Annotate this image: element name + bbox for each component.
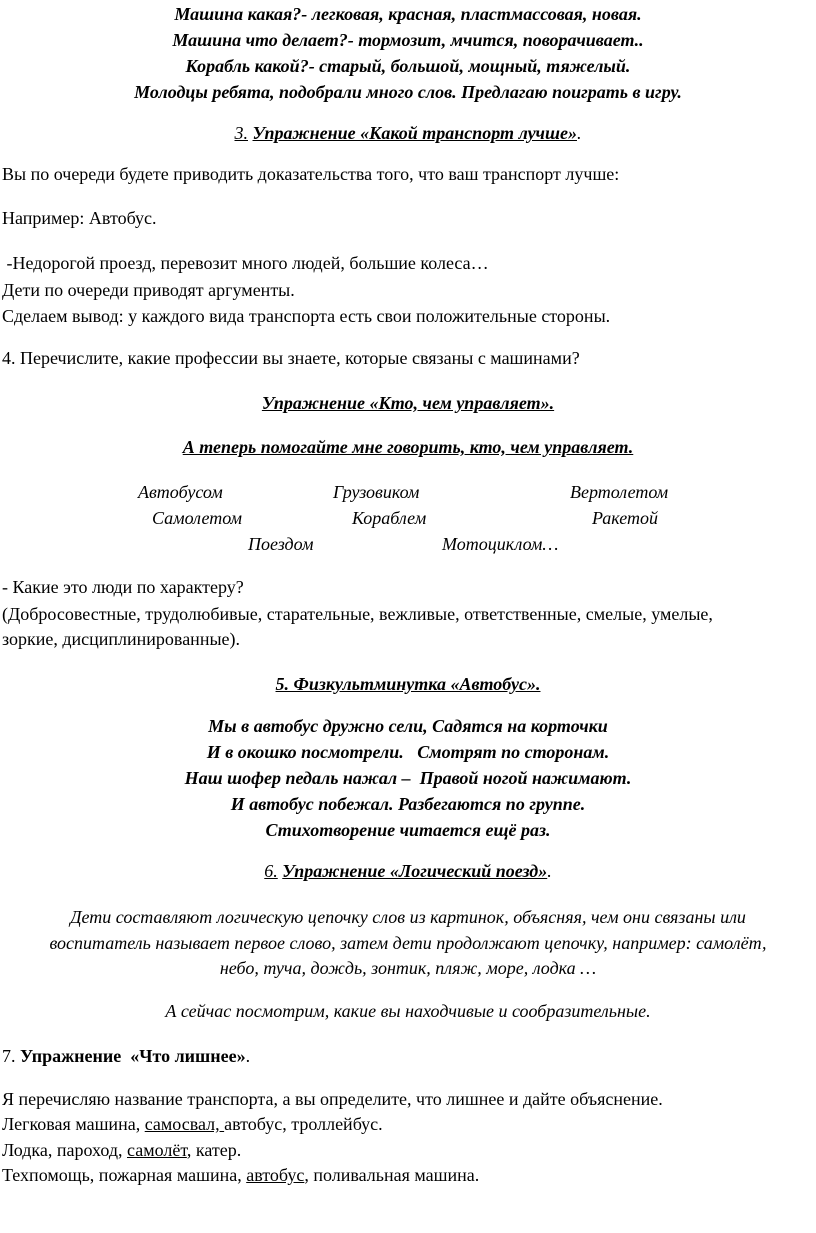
exercise-3-dot: .	[576, 123, 582, 143]
intro-line-1: Машина какая?- легковая, красная, пластмассовая, новая.	[174, 4, 642, 24]
row-2-odd-word: самолёт	[127, 1140, 187, 1160]
exercise-6-dot: .	[547, 861, 552, 881]
exercise-who-subtitle: А теперь помогайте мне говорить, кто, чем управляет.	[182, 437, 634, 457]
intro-line-4: Молодцы ребята, подобрали много слов. Предлагаю поиграть в игру.	[134, 82, 682, 102]
row-3-end: , поливальная машина.	[304, 1165, 480, 1185]
exercise-6-title: Упражнение «Логический поезд»	[282, 861, 548, 881]
exercise-7-dot: .	[245, 1046, 251, 1066]
exercise-3-number: 3.	[234, 123, 248, 143]
exercise-7-intro: Я перечисляю название транспорта, а вы определите, что лишнее и дайте объяснение.	[2, 1089, 663, 1109]
exercise-6-line-1: Дети составляют логическую цепочку слов из картинок, объясняя, чем они связаны или	[70, 907, 746, 927]
exercise-7-row-1	[2, 1113, 383, 1135]
exercise-3-paragraph-3: -Недорогой проезд, перевозит много людей, большие колеса…	[2, 253, 489, 273]
poem-line-3: Наш шофер педаль нажал – Правой ногой нажимают.	[184, 768, 632, 788]
exercise-5-title: 5. Физкультминутка «Автобус».	[275, 674, 541, 694]
word-korablem: Кораблем	[352, 508, 427, 528]
exercise-7-row-2	[2, 1139, 241, 1161]
exercise-7-number: 7.	[2, 1046, 20, 1066]
row-1-odd-word: самосвал,	[144, 1114, 225, 1134]
row-3-odd-word: автобус	[246, 1165, 305, 1185]
traits-answer-line-2: зоркие, дисциплинированные).	[2, 629, 241, 649]
word-raketoi: Ракетой	[592, 508, 659, 528]
word-poezdom: Поездом	[248, 534, 314, 554]
poem-line-5: Стихотворение читается ещё раз.	[265, 820, 551, 840]
exercise-6-line-3: небо, туча, дождь, зонтик, пляж, море, лодка …	[219, 958, 597, 978]
poem-line-1: Мы в автобус дружно сели, Садятся на корточки	[208, 716, 608, 736]
exercise-6-line-2: воспитатель называет первое слово, затем дети продолжают цепочку, например: самолёт,	[49, 933, 767, 953]
exercise-3-paragraph-4: Дети по очереди приводят аргументы.	[2, 280, 295, 300]
exercise-3-paragraph-2: Например: Автобус.	[2, 208, 157, 228]
exercise-6-number: 6.	[264, 861, 278, 881]
word-mototsiklom: Мотоциклом…	[442, 534, 559, 554]
word-vertoletom: Вертолетом	[570, 482, 669, 502]
exercise-3-paragraph-5: Сделаем вывод: у каждого вида транспорта есть свои положительные стороны.	[2, 306, 611, 326]
exercise-7-heading	[2, 1045, 250, 1067]
word-gruzovikom: Грузовиком	[333, 482, 420, 502]
word-samoletom: Самолетом	[152, 508, 243, 528]
exercise-who-title: Упражнение «Кто, чем управляет».	[261, 393, 555, 413]
question-4: 4. Перечислите, какие профессии вы знаете, которые связаны с машинами?	[2, 348, 580, 368]
exercise-3-title: Упражнение «Какой транспорт лучше»	[252, 123, 577, 143]
intro-line-3: Корабль какой?- старый, большой, мощный, тяжелый.	[185, 56, 631, 76]
exercise-7-row-3	[2, 1164, 479, 1186]
row-2-start: Лодка, пароход,	[2, 1140, 127, 1160]
word-avtobusom: Автобусом	[138, 482, 223, 502]
intro-line-2: Машина что делает?- тормозит, мчится, поворачивает..	[172, 30, 644, 50]
traits-answer-line-1: (Добросовестные, трудолюбивые, старательные, вежливые, ответственные, смелые, умелые,	[2, 604, 713, 624]
row-3-start: Техпомощь, пожарная машина,	[2, 1165, 247, 1185]
row-2-end: , катер.	[186, 1140, 242, 1160]
row-1-end: автобус, троллейбус.	[224, 1114, 383, 1134]
exercise-6-heading	[0, 860, 816, 882]
poem-line-4: И автобус побежал. Разбегаются по группе.	[230, 794, 586, 814]
exercise-3-heading	[0, 122, 816, 144]
poem-line-2: И в окошко посмотрели. Смотрят по сторонам.	[206, 742, 610, 762]
exercise-6-outro: А сейчас посмотрим, какие вы находчивые и сообразительные.	[165, 1001, 651, 1021]
exercise-3-paragraph-1: Вы по очереди будете приводить доказательства того, что ваш транспорт лучше:	[2, 164, 620, 184]
exercise-7-title: Упражнение «Что лишнее»	[20, 1046, 246, 1066]
traits-question: - Какие это люди по характеру?	[2, 577, 244, 597]
row-1-start: Легковая машина,	[2, 1114, 145, 1134]
